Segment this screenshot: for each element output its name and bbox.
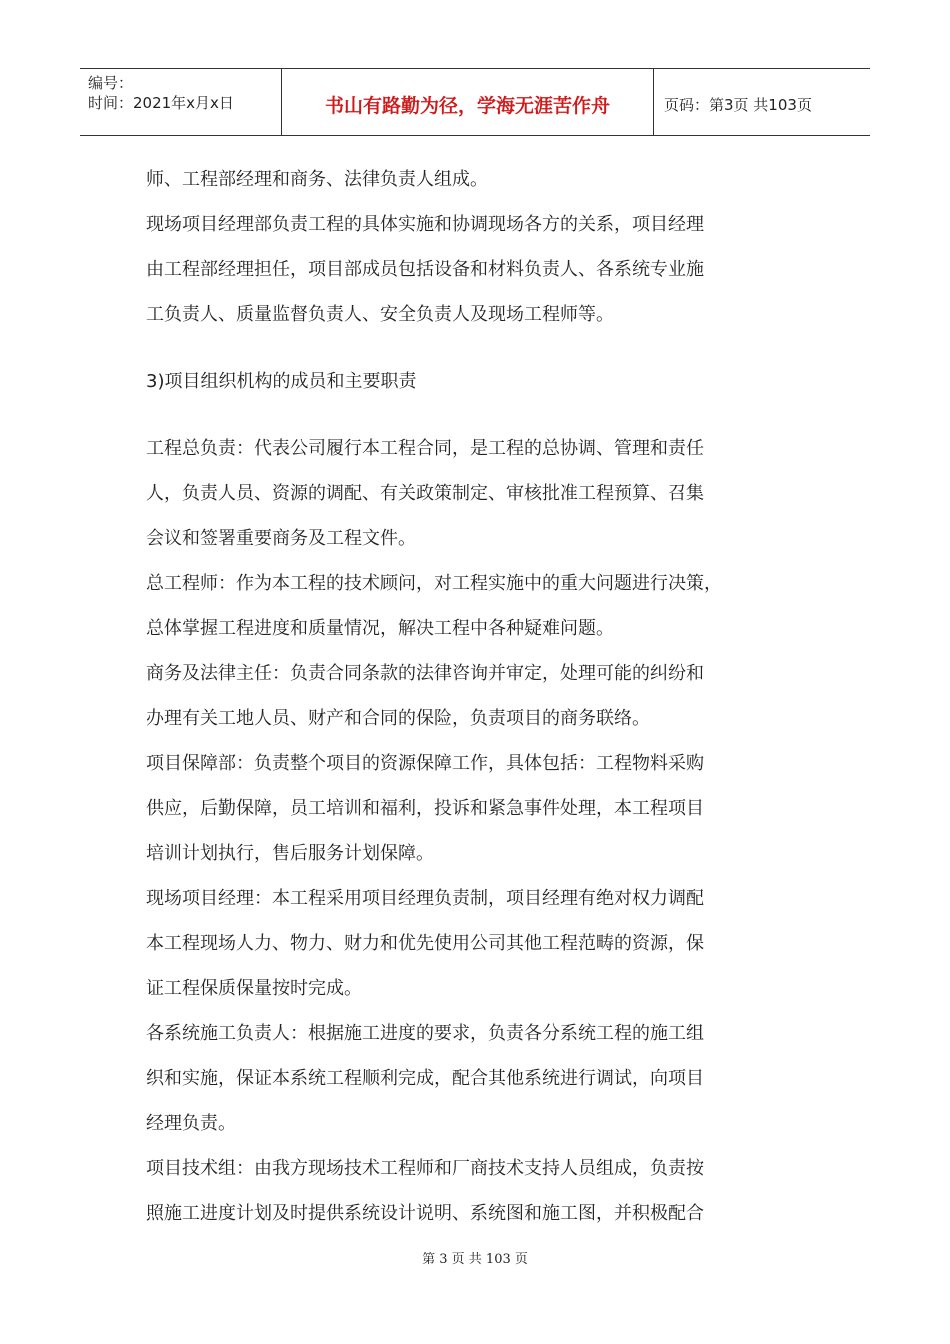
- body-line: 商务及法律主任：负责合同条款的法律咨询并审定，处理可能的纠纷和: [146, 663, 704, 684]
- document-date: 时间：2021年x月x日: [88, 94, 234, 112]
- header-motto: 书山有路勤为径，学海无涯苦作舟: [324, 95, 610, 117]
- document-number-label: 编号：: [88, 74, 134, 92]
- paragraph-gap: [146, 337, 806, 359]
- page-footer: 第 3 页 共 103 页: [422, 1252, 528, 1267]
- body-line: 工负责人、质量监督负责人、安全负责人及现场工程师等。: [146, 304, 614, 325]
- body-line: 现场项目经理部负责工程的具体实施和协调现场各方的关系，项目经理: [146, 214, 704, 235]
- body-line: 现场项目经理：本工程采用项目经理负责制，项目经理有绝对权力调配: [146, 888, 704, 909]
- body-line: 各系统施工负责人：根据施工进度的要求，负责各分系统工程的施工组: [146, 1023, 704, 1044]
- body-line: 供应，后勤保障，员工培训和福利，投诉和紧急事件处理，本工程项目: [146, 798, 704, 819]
- body-line: 会议和签署重要商务及工程文件。: [146, 528, 416, 549]
- body-line: 织和实施，保证本系统工程顺利完成，配合其他系统进行调试，向项目: [146, 1068, 704, 1089]
- body-line: 培训计划执行，售后服务计划保障。: [146, 843, 434, 864]
- header-left-cell: [80, 69, 282, 135]
- body-line: 总工程师：作为本工程的技术顾问，对工程实施中的重大问题进行决策，: [146, 573, 722, 594]
- page-header: [80, 68, 870, 136]
- body-line: 人，负责人员、资源的调配、有关政策制定、审核批准工程预算、召集: [146, 483, 704, 504]
- body-line: 项目保障部：负责整个项目的资源保障工作，具体包括：工程物料采购: [146, 753, 704, 774]
- header-motto-cell: [282, 69, 654, 135]
- body-line: 师、工程部经理和商务、法律负责人组成。: [146, 169, 488, 190]
- header-page-code: 页码：第3页 共103页: [664, 96, 812, 114]
- body-line: 本工程现场人力、物力、财力和优先使用公司其他工程范畴的资源，保: [146, 933, 704, 954]
- body-line: 证工程保质保量按时完成。: [146, 978, 362, 999]
- body-line: 总体掌握工程进度和质量情况，解决工程中各种疑难问题。: [146, 618, 614, 639]
- body-line: 项目技术组：由我方现场技术工程师和厂商技术支持人员组成，负责按: [146, 1158, 704, 1179]
- header-right-cell: [654, 69, 870, 135]
- body-line: 经理负责。: [146, 1113, 236, 1134]
- body-line: 由工程部经理担任，项目部成员包括设备和材料负责人、各系统专业施: [146, 259, 704, 280]
- body-line: 照施工进度计划及时提供系统设计说明、系统图和施工图，并积极配合: [146, 1203, 704, 1224]
- body-line: 工程总负责：代表公司履行本工程合同，是工程的总协调、管理和责任: [146, 438, 704, 459]
- section-heading: 3)项目组织机构的成员和主要职责: [146, 371, 417, 392]
- document-body: [146, 157, 806, 1236]
- body-line: 办理有关工地人员、财产和合同的保险，负责项目的商务联络。: [146, 708, 650, 729]
- paragraph-gap: [146, 404, 806, 426]
